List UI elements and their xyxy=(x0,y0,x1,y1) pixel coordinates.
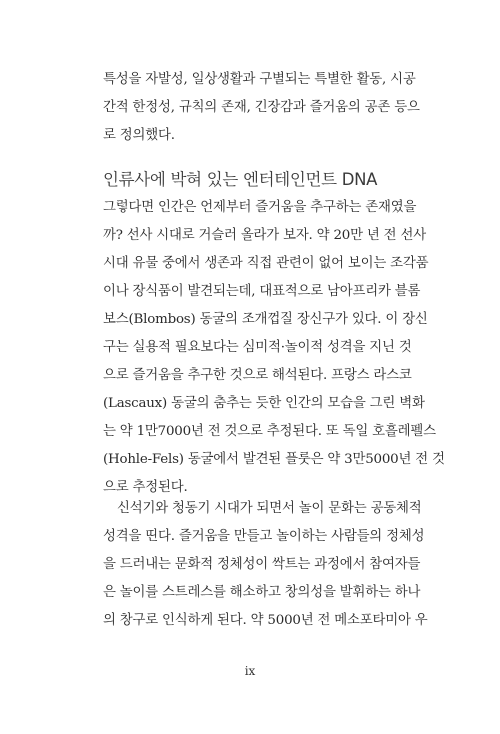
text-line: 로 정의했다. xyxy=(103,128,175,143)
text-line: 특성을 자발성, 일상생활과 구별되는 특별한 활동, 시공 xyxy=(103,72,416,87)
text-line: 신석기와 청동기 시대가 되면서 놀이 문화는 공동체적 xyxy=(117,501,422,516)
text-line: 보스(Blombos) 동굴의 조개껍질 장신구가 있다. 이 장신 xyxy=(103,312,428,327)
text-line: 으로 추정된다. xyxy=(103,480,188,495)
text-line: 의 창구로 인식하게 된다. 약 5000년 전 메소포타미아 우 xyxy=(103,613,428,628)
intro-paragraph xyxy=(103,66,420,150)
text-line: 성격을 띤다. 즐거움을 만들고 놀이하는 사람들의 정체성 xyxy=(103,529,425,544)
text-line: 까? 선사 시대로 거슬러 올라가 보자. 약 20만 년 전 선사 xyxy=(103,228,426,243)
text-line: 은 놀이를 스트레스를 해소하고 창의성을 발휘하는 하나 xyxy=(103,585,421,600)
text-line: 구는 실용적 필요보다는 심미적·놀이적 성격을 지닌 것 xyxy=(103,340,412,355)
text-line: (Lascaux) 동굴의 춤추는 듯한 인간의 모습을 그린 벽화 xyxy=(103,396,425,411)
paragraph-2 xyxy=(103,495,428,635)
text-line: 그렇다면 인간은 언제부터 즐거움을 추구하는 존재였을 xyxy=(103,200,417,215)
page-number: ix xyxy=(244,664,256,678)
paragraph-1 xyxy=(103,194,445,502)
text-line: 는 약 1만7000년 전 것으로 추정된다. 또 독일 호흘레펠스 xyxy=(103,424,436,439)
text-line: 으로 즐거움을 추구한 것으로 해석된다. 프랑스 라스코 xyxy=(103,368,412,383)
text-line: (Hohle-Fels) 동굴에서 발견된 플룻은 약 3만5000년 전 것 xyxy=(103,452,445,467)
text-line: 시대 유물 중에서 생존과 직접 관련이 없어 보이는 조각품 xyxy=(103,256,429,271)
section-heading: 인류사에 박혀 있는 엔터테인먼트 DNA xyxy=(103,170,378,189)
text-line: 을 드러내는 문화적 정체성이 싹트는 과정에서 참여자들 xyxy=(103,557,421,572)
text-line: 이나 장식품이 발견되는데, 대표적으로 남아프리카 블롬 xyxy=(103,284,421,299)
text-line: 간적 한정성, 규칙의 존재, 긴장감과 즐거움의 공존 등으 xyxy=(103,100,420,115)
